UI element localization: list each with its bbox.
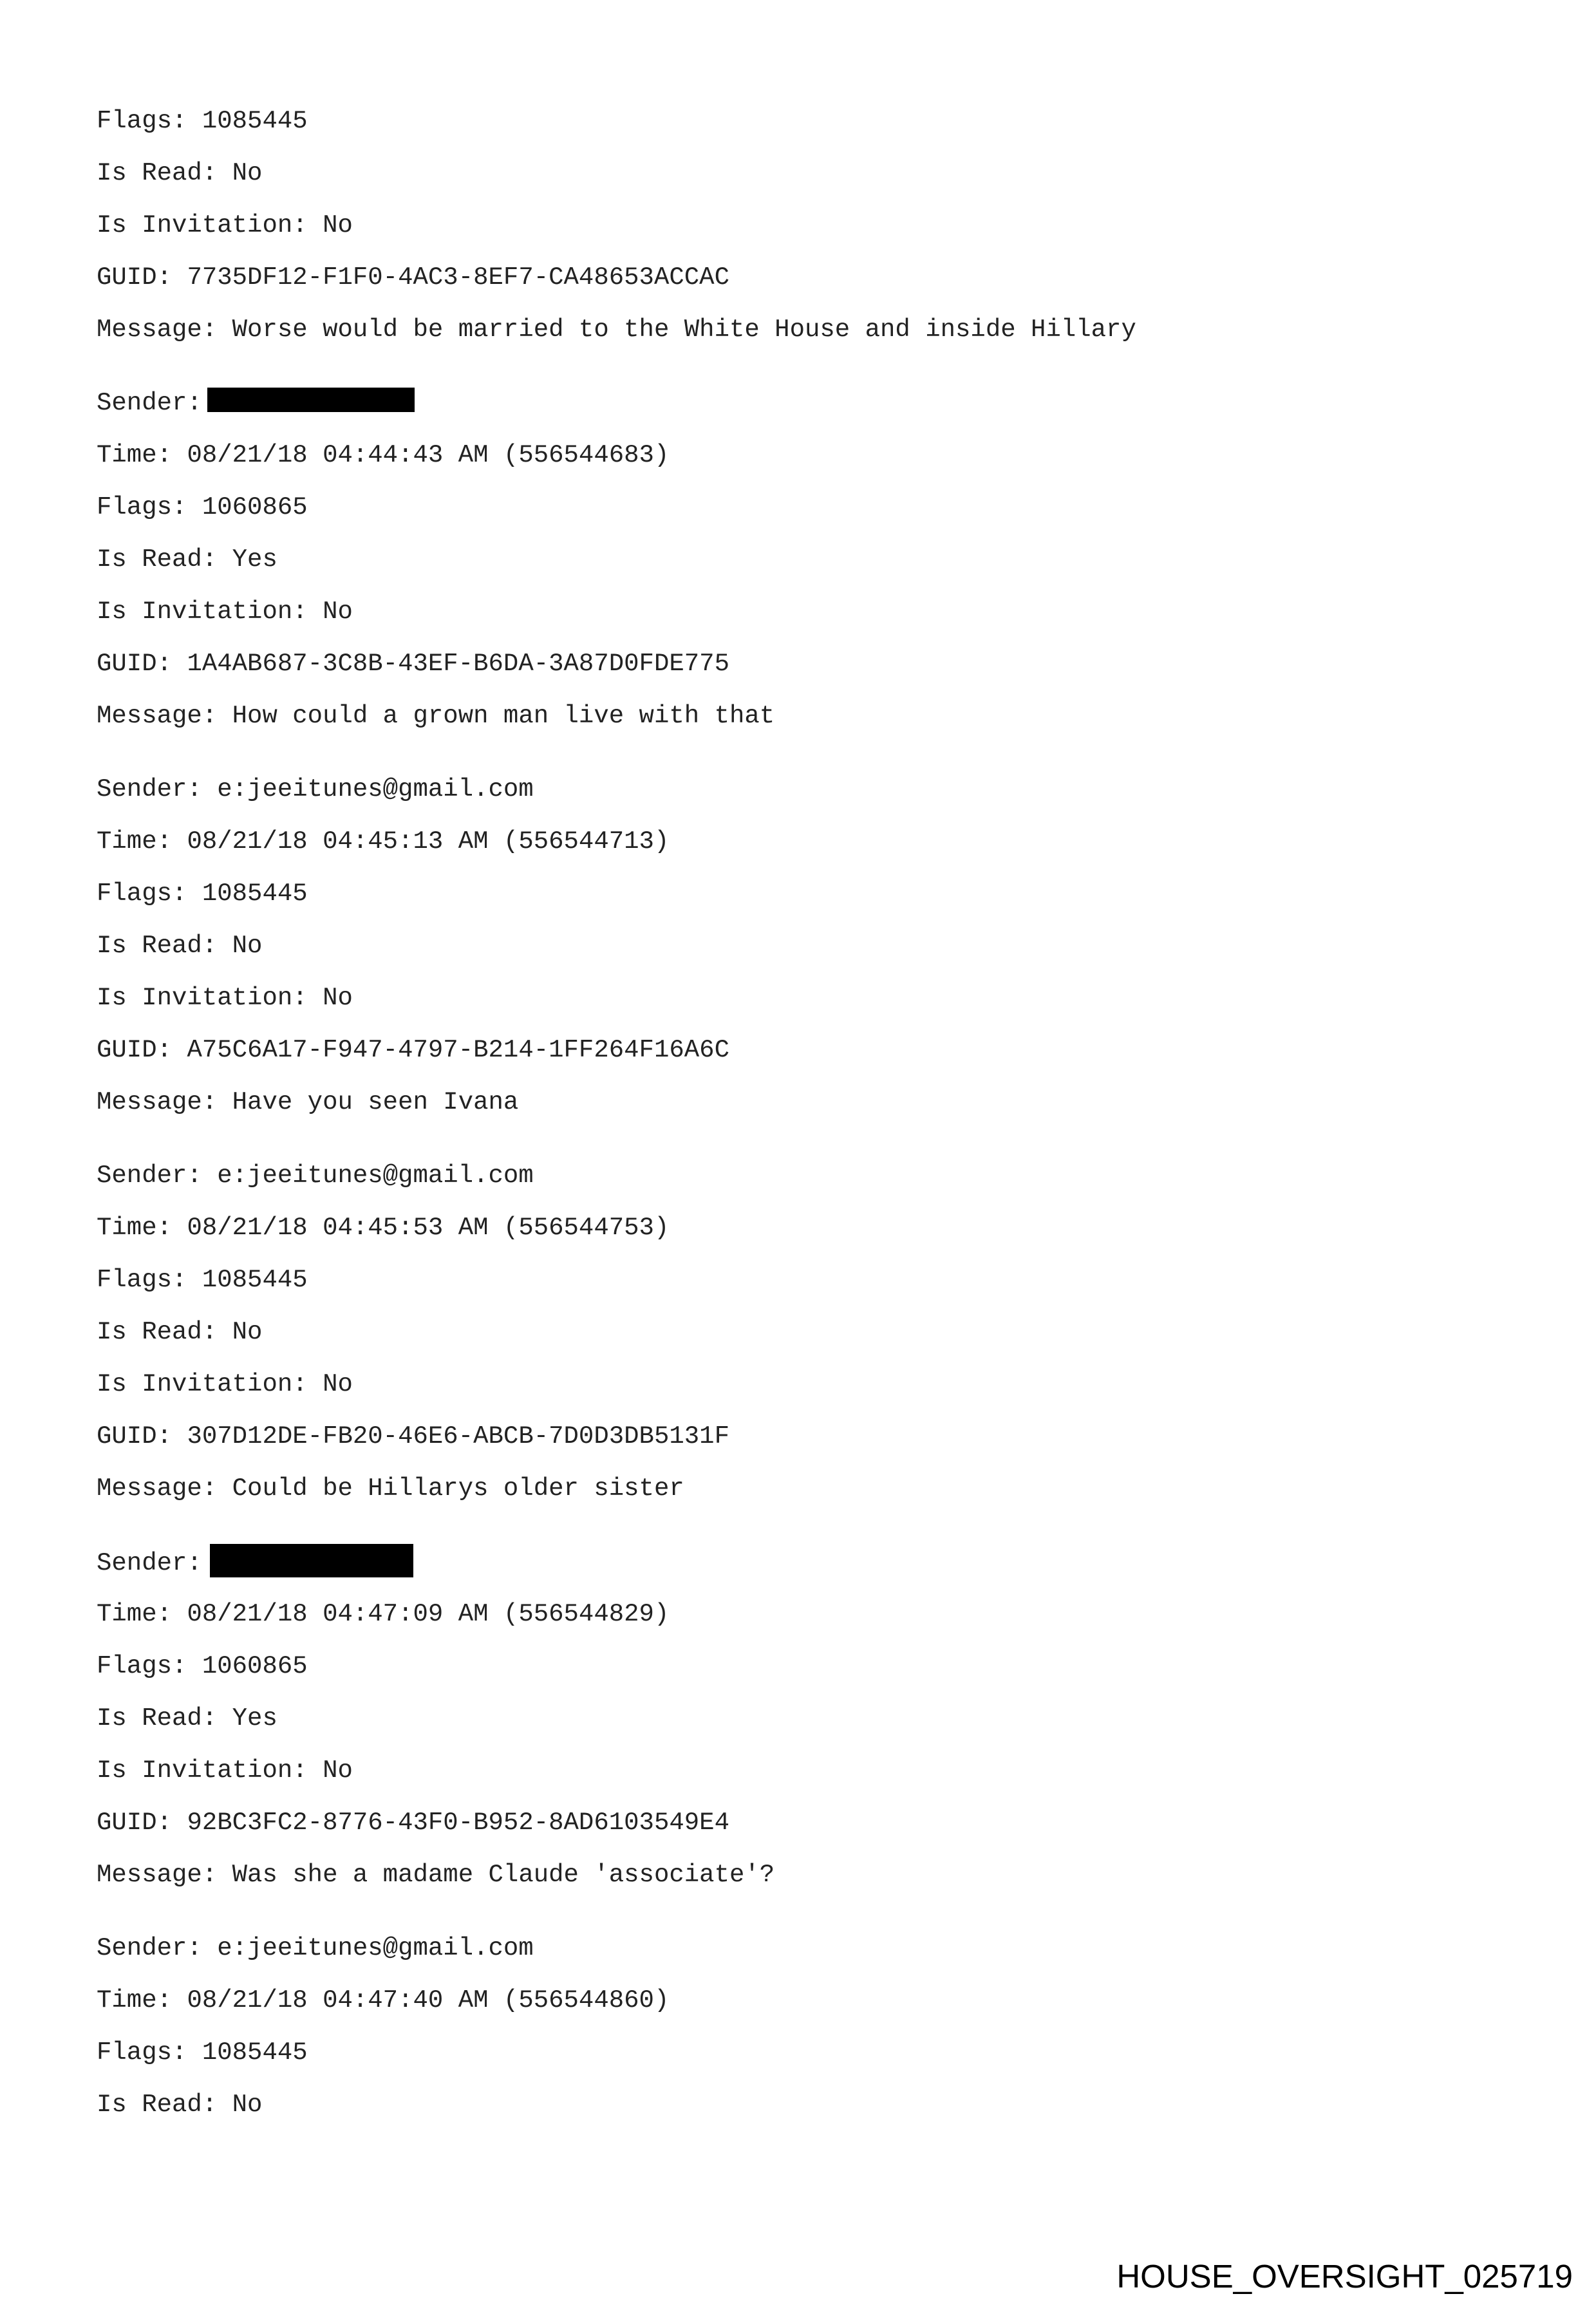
record-spacer — [97, 1909, 1513, 1930]
guid-line: GUID: 1A4AB687-3C8B-43EF-B6DA-3A87D0FDE775 — [97, 650, 729, 678]
message-record — [97, 1158, 1513, 1523]
sender-value: e:jeeitunes@gmail.com — [217, 1161, 534, 1190]
is-invitation-line: Is Invitation: No — [97, 1370, 353, 1398]
time-value: 08/21/18 04:45:53 AM (556544753) — [187, 1214, 670, 1242]
is-read-value: No — [232, 1318, 263, 1346]
message-text: Have you seen Ivana — [232, 1088, 519, 1116]
message-line: Message: Have you seen Ivana — [97, 1088, 519, 1116]
is-invitation-line: Is Invitation: No — [97, 1756, 353, 1785]
time-value: 08/21/18 04:44:43 AM (556544683) — [187, 441, 670, 469]
guid-line: GUID: 92BC3FC2-8776-43F0-B952-8AD6103549E4 — [97, 1809, 729, 1837]
is-read-value: No — [232, 159, 263, 187]
sender-line: Sender: e:jeeitunes@gmail.com — [97, 775, 534, 804]
guid-value: A75C6A17-F947-4797-B214-1FF264F16A6C — [187, 1036, 729, 1064]
is-read-value: Yes — [232, 545, 277, 574]
flags-line: Flags: 1085445 — [97, 107, 308, 135]
is-invitation-value: No — [323, 211, 353, 240]
is-invitation-line: Is Invitation: No — [97, 984, 353, 1012]
time-line: Time: 08/21/18 04:47:40 AM (556544860) — [97, 1986, 670, 2015]
is-read-line: Is Read: Yes — [97, 545, 277, 574]
flags-line: Flags: 1085445 — [97, 879, 308, 908]
message-record — [97, 1930, 1513, 2139]
flags-value: 1085445 — [202, 2038, 308, 2067]
sender-line: Sender: e:jeeitunes@gmail.com — [97, 1934, 534, 1962]
is-read-line: Is Read: No — [97, 1318, 263, 1346]
flags-line: Flags: 1060865 — [97, 1652, 308, 1680]
is-read-value: No — [232, 2091, 263, 2119]
record-spacer — [97, 1136, 1513, 1158]
message-record — [97, 771, 1513, 1136]
guid-value: 1A4AB687-3C8B-43EF-B6DA-3A87D0FDE775 — [187, 650, 729, 678]
record-spacer — [97, 364, 1513, 385]
message-text: How could a grown man live with that — [232, 702, 775, 730]
record-spacer — [97, 1523, 1513, 1544]
flags-value: 1085445 — [202, 107, 308, 135]
is-invitation-value: No — [323, 984, 353, 1012]
message-log — [97, 103, 1513, 2139]
time-value: 08/21/18 04:47:40 AM (556544860) — [187, 1986, 670, 2015]
time-value: 08/21/18 04:45:13 AM (556544713) — [187, 827, 670, 856]
message-line: Message: Worse would be married to the White House and inside Hillary — [97, 315, 1136, 344]
is-read-line: Is Read: Yes — [97, 1704, 277, 1733]
is-read-value: No — [232, 932, 263, 960]
guid-line: GUID: 7735DF12-F1F0-4AC3-8EF7-CA48653ACCAC — [97, 263, 729, 292]
sender-line: Sender: — [97, 385, 1513, 437]
is-invitation-line: Is Invitation: No — [97, 597, 353, 626]
bates-number: HOUSE_OVERSIGHT_025719 — [1116, 2258, 1573, 2295]
message-record — [97, 103, 1513, 364]
is-invitation-line: Is Invitation: No — [97, 211, 353, 240]
is-invitation-value: No — [323, 597, 353, 626]
flags-line: Flags: 1060865 — [97, 493, 308, 522]
is-read-line: Is Read: No — [97, 159, 263, 187]
time-line: Time: 08/21/18 04:47:09 AM (556544829) — [97, 1600, 670, 1628]
flags-value: 1085445 — [202, 879, 308, 908]
guid-line: GUID: A75C6A17-F947-4797-B214-1FF264F16A6C — [97, 1036, 729, 1064]
guid-line: GUID: 307D12DE-FB20-46E6-ABCB-7D0D3DB5131F — [97, 1422, 729, 1451]
is-read-line: Is Read: No — [97, 932, 263, 960]
message-text: Worse would be married to the White House and inside Hillary — [232, 315, 1136, 344]
record-spacer — [97, 750, 1513, 771]
message-line: Message: Could be Hillarys older sister — [97, 1474, 684, 1503]
sender-line: Sender: — [97, 1544, 1513, 1596]
flags-line: Flags: 1085445 — [97, 2038, 308, 2067]
flags-line: Flags: 1085445 — [97, 1266, 308, 1294]
message-text: Could be Hillarys older sister — [232, 1474, 684, 1503]
time-line: Time: 08/21/18 04:44:43 AM (556544683) — [97, 441, 670, 469]
sender-value: e:jeeitunes@gmail.com — [217, 1934, 534, 1962]
is-invitation-value: No — [323, 1370, 353, 1398]
guid-value: 7735DF12-F1F0-4AC3-8EF7-CA48653ACCAC — [187, 263, 729, 292]
message-record — [97, 1544, 1513, 1909]
guid-value: 307D12DE-FB20-46E6-ABCB-7D0D3DB5131F — [187, 1422, 729, 1451]
message-record — [97, 385, 1513, 750]
sender-value: e:jeeitunes@gmail.com — [217, 775, 534, 804]
time-value: 08/21/18 04:47:09 AM (556544829) — [187, 1600, 670, 1628]
is-read-value: Yes — [232, 1704, 277, 1733]
flags-value: 1060865 — [202, 1652, 308, 1680]
time-line: Time: 08/21/18 04:45:53 AM (556544753) — [97, 1214, 670, 1242]
sender-line: Sender: e:jeeitunes@gmail.com — [97, 1161, 534, 1190]
redaction-box — [210, 1544, 413, 1577]
message-line: Message: How could a grown man live with that — [97, 702, 775, 730]
redaction-box — [207, 388, 415, 412]
is-invitation-value: No — [323, 1756, 353, 1785]
flags-value: 1060865 — [202, 493, 308, 522]
is-read-line: Is Read: No — [97, 2091, 263, 2119]
flags-value: 1085445 — [202, 1266, 308, 1294]
message-text: Was she a madame Claude 'associate'? — [232, 1861, 775, 1889]
message-line: Message: Was she a madame Claude 'associate'? — [97, 1861, 775, 1889]
time-line: Time: 08/21/18 04:45:13 AM (556544713) — [97, 827, 670, 856]
guid-value: 92BC3FC2-8776-43F0-B952-8AD6103549E4 — [187, 1809, 729, 1837]
